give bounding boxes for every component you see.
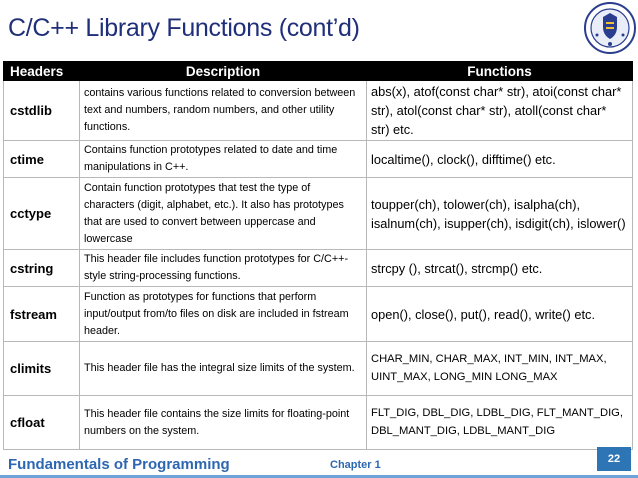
row-functions: CHAR_MIN, CHAR_MAX, INT_MIN, INT_MAX, UINT_MAX, LONG_MIN LONG_MAX bbox=[367, 342, 633, 396]
row-header-name: fstream bbox=[4, 287, 80, 342]
table-row bbox=[4, 81, 633, 141]
column-header-functions: Functions bbox=[367, 62, 633, 81]
row-functions: toupper(ch), tolower(ch), isalpha(ch), isalnum(ch), isupper(ch), isdigit(ch), islower() bbox=[367, 178, 633, 250]
slide-title: C/C++ Library Functions (cont’d) bbox=[8, 14, 360, 42]
table-row bbox=[4, 250, 633, 287]
table-header-row bbox=[4, 62, 633, 81]
column-header-description: Description bbox=[80, 62, 367, 81]
table-row bbox=[4, 141, 633, 178]
footer-course-title: Fundamentals of Programming bbox=[8, 456, 230, 473]
university-seal-icon bbox=[584, 2, 636, 54]
row-description: This header file includes function prototypes for C/C++-style string-processing functions. bbox=[80, 250, 367, 287]
table-row bbox=[4, 342, 633, 396]
row-functions: localtime(), clock(), difftime() etc. bbox=[367, 141, 633, 178]
table-row bbox=[4, 178, 633, 250]
row-functions: FLT_DIG, DBL_DIG, LDBL_DIG, FLT_MANT_DIG, DBL_MANT_DIG, LDBL_MANT_DIG bbox=[367, 396, 633, 450]
row-description: contains various functions related to conversion between text and numbers, random numbers, and other utility functions. bbox=[80, 81, 367, 141]
row-description: This header file has the integral size limits of the system. bbox=[80, 342, 367, 396]
row-header-name: cstring bbox=[4, 250, 80, 287]
table-row bbox=[4, 287, 633, 342]
row-header-name: cstdlib bbox=[4, 81, 80, 141]
row-description: Function as prototypes for functions that perform input/output from/to files on disk are included in fstream header. bbox=[80, 287, 367, 342]
row-header-name: cctype bbox=[4, 178, 80, 250]
row-description: This header file contains the size limits for floating-point numbers on the system. bbox=[80, 396, 367, 450]
row-functions: abs(x), atof(const char* str), atoi(const char* str), atol(const char* str), atoll(const char* str) etc. bbox=[367, 81, 633, 141]
page-number-badge: 22 bbox=[597, 447, 631, 471]
row-description: Contains function prototypes related to date and time manipulations in C++. bbox=[80, 141, 367, 178]
row-description: Contain function prototypes that test the type of characters (digit, alphabet, etc.). It also has prototypes that are used to convert between uppercase and lowercase bbox=[80, 178, 367, 250]
row-header-name: climits bbox=[4, 342, 80, 396]
footer-chapter-label: Chapter 1 bbox=[330, 459, 381, 471]
row-functions: open(), close(), put(), read(), write() etc. bbox=[367, 287, 633, 342]
column-header-headers: Headers bbox=[4, 62, 80, 81]
row-header-name: ctime bbox=[4, 141, 80, 178]
library-functions-table bbox=[3, 61, 633, 450]
row-functions: strcpy (), strcat(), strcmp() etc. bbox=[367, 250, 633, 287]
row-header-name: cfloat bbox=[4, 396, 80, 450]
table-row bbox=[4, 396, 633, 450]
